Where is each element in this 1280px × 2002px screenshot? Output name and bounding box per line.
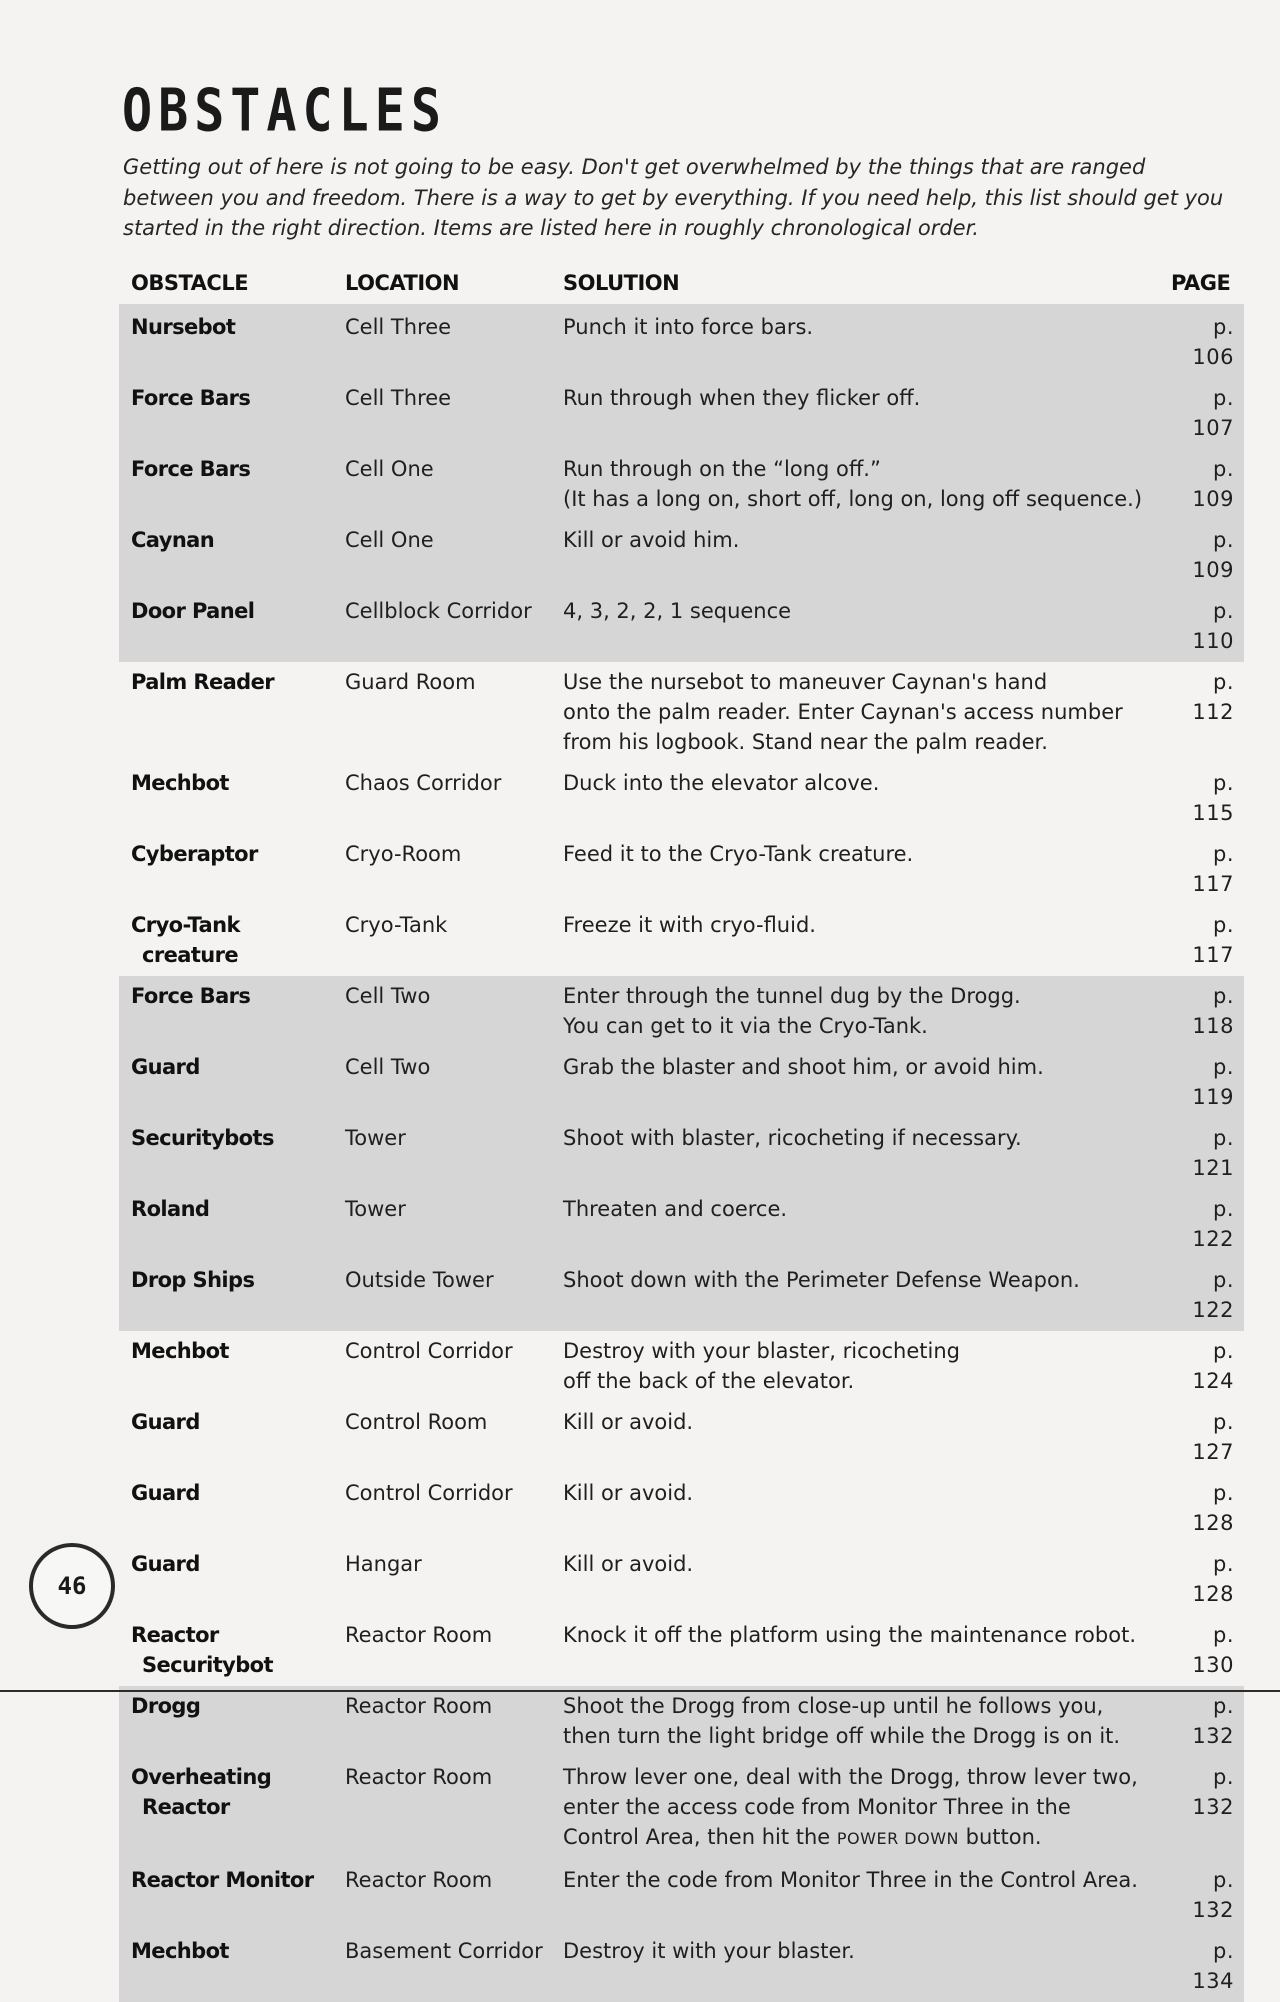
obstacle-cell bbox=[119, 763, 333, 834]
page-ref-cell: p. 128 bbox=[1192, 1481, 1234, 1535]
location-cell: Cell Two bbox=[333, 976, 551, 1047]
solution-line: 4, 3, 2, 2, 1 sequence bbox=[563, 599, 792, 623]
solution-cell bbox=[551, 1331, 1159, 1402]
table-row bbox=[119, 1260, 1244, 1331]
solution-line: from his logbook. Stand near the palm reader. bbox=[563, 730, 1048, 754]
obstacle-name-line: Overheating bbox=[131, 1765, 272, 1789]
location-cell: Cellblock Corridor bbox=[333, 591, 551, 662]
obstacle-cell bbox=[119, 1544, 333, 1615]
page-ref-cell: p. 127 bbox=[1192, 1410, 1234, 1464]
page-ref-cell: p. 118 bbox=[1159, 976, 1244, 1047]
solution-line: Kill or avoid. bbox=[563, 1552, 694, 1576]
page-ref-cell: p. 119 bbox=[1159, 1047, 1244, 1118]
location-cell: Cryo-Room bbox=[345, 842, 462, 866]
obstacle-name-line: Reactor bbox=[131, 1623, 219, 1647]
obstacle-name-line: Force Bars bbox=[131, 984, 251, 1008]
page-ref-cell: p. 117 bbox=[1192, 913, 1234, 967]
location-cell: Cell One bbox=[333, 449, 551, 520]
page-ref-cell: p. 132 bbox=[1159, 1860, 1244, 1931]
location-cell: Tower bbox=[333, 1118, 551, 1189]
location-cell: Reactor Room bbox=[333, 1860, 551, 1931]
solution-line: Run through when they flicker off. bbox=[563, 386, 921, 410]
solution-line: enter the access code from Monitor Three in the bbox=[563, 1795, 1071, 1819]
solution-cell bbox=[551, 662, 1159, 763]
solution-line: Enter through the tunnel dug by the Drogg. bbox=[563, 984, 1021, 1008]
page-ref-cell: p. 115 bbox=[1192, 771, 1234, 825]
solution-cell bbox=[551, 378, 1159, 449]
location-cell: Cell Three bbox=[333, 378, 551, 449]
solution-line: Duck into the elevator alcove. bbox=[563, 771, 880, 795]
obstacle-cell bbox=[119, 1473, 333, 1544]
solution-line: (It has a long on, short off, long on, long off sequence.) bbox=[563, 487, 1143, 511]
page-ref-cell: p. 122 bbox=[1159, 1189, 1244, 1260]
solution-line: then turn the light bridge off while the Drogg is on it. bbox=[563, 1724, 1121, 1748]
obstacle-cell bbox=[119, 834, 333, 905]
obstacle-name-line: Reactor bbox=[142, 1795, 230, 1819]
page-number-badge bbox=[29, 1543, 115, 1629]
table-row bbox=[119, 1331, 1244, 1402]
solution-cell bbox=[551, 304, 1159, 378]
obstacle-name-line: Force Bars bbox=[131, 457, 251, 481]
solution-cell bbox=[551, 1260, 1159, 1331]
obstacle-cell bbox=[119, 1757, 333, 1860]
solution-line: Control Area, then hit the POWER DOWN button. bbox=[563, 1825, 1042, 1849]
obstacle-cell bbox=[119, 662, 333, 763]
obstacle-name-line: Nursebot bbox=[131, 315, 236, 339]
location-cell: Cell Three bbox=[333, 304, 551, 378]
header-page: PAGE bbox=[1171, 271, 1231, 295]
location-cell: Outside Tower bbox=[333, 1260, 551, 1331]
obstacle-cell bbox=[119, 1047, 333, 1118]
page-ref-cell: p. 124 bbox=[1192, 1339, 1234, 1393]
solution-line: Enter the code from Monitor Three in the Control Area. bbox=[563, 1868, 1138, 1892]
obstacle-cell bbox=[119, 976, 333, 1047]
solution-cell bbox=[551, 520, 1159, 591]
solution-line: Grab the blaster and shoot him, or avoid him. bbox=[563, 1055, 1044, 1079]
page-ref-cell: p. 132 bbox=[1159, 1686, 1244, 1757]
solution-cell bbox=[551, 1189, 1159, 1260]
table-row bbox=[119, 662, 1244, 763]
obstacle-name-line: Guard bbox=[131, 1055, 200, 1079]
solution-line: Threaten and coerce. bbox=[563, 1197, 788, 1221]
location-cell: Cell Two bbox=[333, 1047, 551, 1118]
page-ref-cell: p. 122 bbox=[1159, 1260, 1244, 1331]
location-cell: Chaos Corridor bbox=[345, 771, 502, 795]
page-ref-cell: p. 109 bbox=[1159, 520, 1244, 591]
solution-cell bbox=[551, 1544, 1159, 1615]
page-ref-cell: p. 130 bbox=[1192, 1623, 1234, 1677]
page-ref-cell: p. 121 bbox=[1159, 1118, 1244, 1189]
obstacle-cell bbox=[119, 378, 333, 449]
obstacle-name-line: Drop Ships bbox=[131, 1268, 255, 1292]
solution-cell bbox=[551, 1402, 1159, 1473]
small-caps-text: POWER DOWN bbox=[836, 1829, 959, 1848]
solution-line: Destroy it with your blaster. bbox=[563, 1939, 855, 1963]
obstacle-name-line: Drogg bbox=[131, 1694, 201, 1718]
solution-line: Throw lever one, deal with the Drogg, throw lever two, bbox=[563, 1765, 1138, 1789]
location-cell: Reactor Room bbox=[333, 1686, 551, 1757]
solution-cell bbox=[551, 976, 1159, 1047]
page-ref-cell: p. 128 bbox=[1192, 1552, 1234, 1606]
solution-line: Punch it into force bars. bbox=[563, 315, 814, 339]
obstacles-table bbox=[119, 265, 1244, 2002]
obstacle-name-line: Guard bbox=[131, 1481, 200, 1505]
obstacle-cell bbox=[119, 1615, 333, 1686]
solution-cell bbox=[551, 1931, 1159, 2002]
table-row bbox=[119, 1757, 1244, 1860]
solution-cell bbox=[551, 449, 1159, 520]
table-row bbox=[119, 834, 1244, 905]
solution-cell bbox=[551, 1047, 1159, 1118]
solution-cell bbox=[551, 1686, 1159, 1757]
obstacle-name-line: Roland bbox=[131, 1197, 210, 1221]
page-ref-cell: p. 117 bbox=[1192, 842, 1234, 896]
obstacle-cell bbox=[119, 1860, 333, 1931]
table-row bbox=[119, 449, 1244, 520]
solution-cell bbox=[551, 834, 1159, 905]
location-cell: Control Corridor bbox=[345, 1339, 513, 1363]
obstacle-cell bbox=[119, 1331, 333, 1402]
obstacle-cell bbox=[119, 1260, 333, 1331]
bottom-rule bbox=[0, 1690, 1280, 1692]
obstacle-name-line: Caynan bbox=[131, 528, 215, 552]
header-obstacle: OBSTACLE bbox=[131, 271, 249, 295]
location-cell: Tower bbox=[333, 1189, 551, 1260]
obstacle-name-line: Door Panel bbox=[131, 599, 255, 623]
table-body bbox=[119, 304, 1244, 2002]
solution-line: Feed it to the Cryo-Tank creature. bbox=[563, 842, 914, 866]
table-row bbox=[119, 1686, 1244, 1757]
solution-line: You can get to it via the Cryo-Tank. bbox=[563, 1014, 928, 1038]
solution-line: Kill or avoid. bbox=[563, 1481, 694, 1505]
page-ref-cell: p. 132 bbox=[1159, 1757, 1244, 1860]
table-row bbox=[119, 304, 1244, 378]
obstacle-name-line: Cryo-Tank bbox=[131, 913, 240, 937]
solution-line: onto the palm reader. Enter Caynan's access number bbox=[563, 700, 1123, 724]
table-row bbox=[119, 520, 1244, 591]
page-ref-cell: p. 134 bbox=[1159, 1931, 1244, 2002]
location-cell: Hangar bbox=[345, 1552, 422, 1576]
location-cell: Control Room bbox=[345, 1410, 488, 1434]
location-cell: Reactor Room bbox=[333, 1757, 551, 1860]
obstacle-cell bbox=[119, 591, 333, 662]
solution-line: Kill or avoid him. bbox=[563, 528, 740, 552]
page-ref-cell: p. 112 bbox=[1192, 670, 1234, 724]
obstacle-name-line: Guard bbox=[131, 1410, 200, 1434]
solution-line: Shoot the Drogg from close-up until he follows you, bbox=[563, 1694, 1104, 1718]
solution-cell bbox=[551, 1473, 1159, 1544]
table-row bbox=[119, 1189, 1244, 1260]
obstacle-name-line: creature bbox=[142, 943, 239, 967]
table-row bbox=[119, 1544, 1244, 1615]
obstacle-name-line: Securitybots bbox=[131, 1126, 274, 1150]
obstacle-name-line: Guard bbox=[131, 1552, 200, 1576]
location-cell: Reactor Room bbox=[345, 1623, 493, 1647]
solution-line: off the back of the elevator. bbox=[563, 1369, 855, 1393]
table-row bbox=[119, 976, 1244, 1047]
obstacle-name-line: Palm Reader bbox=[131, 670, 275, 694]
location-cell: Guard Room bbox=[345, 670, 476, 694]
obstacle-name-line: Mechbot bbox=[131, 1339, 229, 1363]
obstacle-cell bbox=[119, 1189, 333, 1260]
obstacle-name-line: Reactor Monitor bbox=[131, 1868, 314, 1892]
obstacle-cell bbox=[119, 1686, 333, 1757]
solution-cell bbox=[551, 1757, 1159, 1860]
solution-line: Use the nursebot to maneuver Caynan's hand bbox=[563, 670, 1048, 694]
obstacle-name-line: Cyberaptor bbox=[131, 842, 258, 866]
obstacle-cell bbox=[119, 304, 333, 378]
table-row bbox=[119, 1931, 1244, 2002]
header-location: LOCATION bbox=[345, 271, 460, 295]
intro-paragraph: Getting out of here is not going to be easy. Don't get overwhelmed by the things that are ranged between you and freedom. There is a way to get by everything. If you need help, this list should get you started in the right direction. Items are listed here in roughly chronological order. bbox=[123, 155, 1224, 240]
obstacle-name-line: Force Bars bbox=[131, 386, 251, 410]
table-row bbox=[119, 1473, 1244, 1544]
table-row bbox=[119, 1118, 1244, 1189]
page-number: 46 bbox=[57, 1572, 87, 1600]
obstacle-cell bbox=[119, 1402, 333, 1473]
solution-cell bbox=[551, 591, 1159, 662]
page-title: OBSTACLES bbox=[122, 76, 447, 145]
location-cell: Control Corridor bbox=[345, 1481, 513, 1505]
obstacle-name-line: Securitybot bbox=[142, 1653, 273, 1677]
solution-line: Kill or avoid. bbox=[563, 1410, 694, 1434]
obstacle-name-line: Mechbot bbox=[131, 771, 229, 795]
header-solution: SOLUTION bbox=[563, 271, 680, 295]
table-row bbox=[119, 905, 1244, 976]
obstacle-cell bbox=[119, 520, 333, 591]
obstacle-cell bbox=[119, 905, 333, 976]
solution-line: Knock it off the platform using the maintenance robot. bbox=[563, 1623, 1136, 1647]
obstacle-cell bbox=[119, 1931, 333, 2002]
obstacle-name-line: Mechbot bbox=[131, 1939, 229, 1963]
solution-line: Destroy with your blaster, ricocheting bbox=[563, 1339, 960, 1363]
page-ref-cell: p. 109 bbox=[1159, 449, 1244, 520]
location-cell: Basement Corridor bbox=[333, 1931, 551, 2002]
page-ref-cell: p. 107 bbox=[1159, 378, 1244, 449]
obstacle-cell bbox=[119, 1118, 333, 1189]
solution-cell bbox=[551, 1615, 1159, 1686]
solution-line: Shoot down with the Perimeter Defense Weapon. bbox=[563, 1268, 1080, 1292]
solution-cell bbox=[551, 905, 1159, 976]
solution-line: Shoot with blaster, ricocheting if necessary. bbox=[563, 1126, 1022, 1150]
solution-line: Freeze it with cryo-fluid. bbox=[563, 913, 816, 937]
table-row bbox=[119, 1860, 1244, 1931]
table-row bbox=[119, 1047, 1244, 1118]
solution-cell bbox=[551, 1118, 1159, 1189]
solution-line: Run through on the “long off.” bbox=[563, 457, 881, 481]
table-row bbox=[119, 591, 1244, 662]
location-cell: Cryo-Tank bbox=[345, 913, 448, 937]
page-ref-cell: p. 110 bbox=[1159, 591, 1244, 662]
table-row bbox=[119, 1615, 1244, 1686]
page-ref-cell: p. 106 bbox=[1159, 304, 1244, 378]
solution-cell bbox=[551, 763, 1159, 834]
location-cell: Cell One bbox=[333, 520, 551, 591]
table-row bbox=[119, 378, 1244, 449]
table-header-row bbox=[119, 265, 1244, 304]
table-row bbox=[119, 763, 1244, 834]
obstacle-cell bbox=[119, 449, 333, 520]
solution-cell bbox=[551, 1860, 1159, 1931]
table-row bbox=[119, 1402, 1244, 1473]
